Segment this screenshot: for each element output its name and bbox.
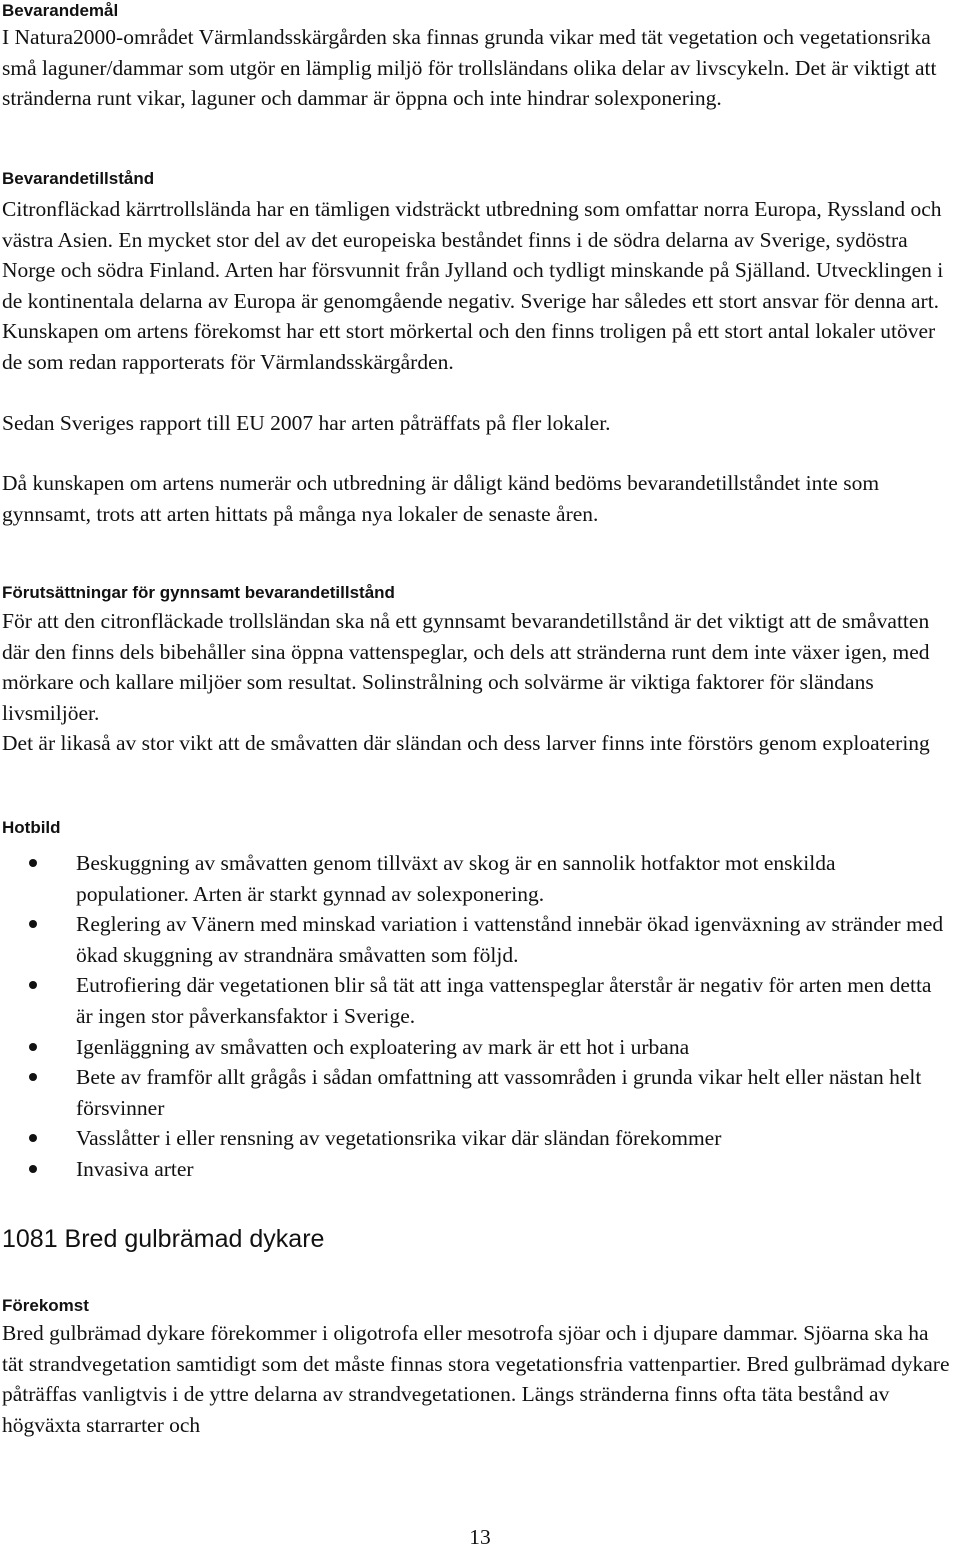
section-species — [2, 1224, 952, 1254]
bullet-icon — [29, 859, 37, 867]
bullet-icon — [29, 920, 37, 928]
heading-bevarandetillstand: Bevarandetillstånd — [2, 169, 155, 188]
list-item-text: Igenläggning av småvatten och exploatering av mark är ett hot i urbana — [76, 1034, 690, 1059]
section-bevarandetillstand — [2, 168, 952, 529]
heading-forutsattningar: Förutsättningar för gynnsamt bevarandetillstånd — [2, 583, 395, 602]
list-item — [2, 909, 952, 970]
text-bevarandetillstand-3: Sedan Sveriges rapport till EU 2007 har arten påträffats på fler lokaler. — [2, 410, 611, 435]
list-item — [2, 970, 952, 1031]
bullet-icon — [29, 981, 37, 989]
text-forutsattningar-2: Det är likaså av stor vikt att de småvatten där sländan och dess larver finns inte förstörs genom exploatering — [2, 731, 930, 756]
section-forekomst — [2, 1295, 952, 1440]
list-item-text: Eutrofiering där vegetationen blir så tät att inga vattenspeglar återstår är negativ för arten men detta är ingen stor påverkansfaktor i Sverige. — [76, 973, 932, 1028]
text-bevarandetillstand-4: Då kunskapen om artens numerär och utbredning är dåligt känd bedöms bevarandetillståndet inte som gynnsamt, trots att arten hittats på många nya lokaler de senaste åren. — [2, 471, 880, 526]
list-item — [2, 1154, 952, 1185]
section-bevarandemal — [2, 0, 952, 114]
species-title: 1081 Bred gulbrämad dykare — [2, 1225, 325, 1253]
list-item-text: Beskuggning av småvatten genom tillväxt av skog är en sannolik hotfaktor mot enskilda populationer. Arten är starkt gynnad av solexponering. — [76, 851, 836, 906]
heading-forekomst: Förekomst — [2, 1296, 89, 1315]
section-hotbild — [2, 817, 952, 1185]
bullet-icon — [29, 1073, 37, 1081]
list-item — [2, 1123, 952, 1154]
text-forekomst: Bred gulbrämad dykare förekommer i oligotrofa eller mesotrofa sjöar och i djupare dammar. Sjöarna ska ha tät strandvegetation samtidigt som det måste finnas stora vegetationsfria vattenpartier. Bred gulbrämad dykare påträffas vanligtvis i de yttre delarna av strandvegetationen. Längs stränderna finns ofta täta bestånd av högväxta starrarter och — [2, 1321, 950, 1437]
text-bevarandetillstand-2: Kunskapen om artens förekomst har ett stort mörkertal och den finns troligen på ett stort antal lokaler utöver de som redan rapporterats för Värmlandsskärgården. — [2, 319, 936, 374]
list-item — [2, 848, 952, 909]
list-item-text: Vasslåtter i eller rensning av vegetationsrika vikar där sländan förekommer — [76, 1126, 722, 1151]
page-number: 13 — [469, 1525, 491, 1549]
bullet-icon — [29, 1134, 37, 1142]
list-item — [2, 1062, 952, 1123]
list-item — [2, 1032, 952, 1063]
list-item-text: Reglering av Vänern med minskad variation i vattenstånd innebär ökad igenväxning av stränder med ökad skuggning av strandnära småvatten som följd. — [76, 912, 944, 967]
bullet-icon — [29, 1165, 37, 1173]
bullet-icon — [29, 1043, 37, 1051]
text-forutsattningar-1: För att den citronfläckade trollsländan ska nå ett gynnsamt bevarandetillstånd är det viktigt att de småvatten där den finns dels bibehåller sina öppna vattenspeglar, och dels att stränderna runt dem inte växer igen, med mörkare och kallare miljöer som resultat. Solinstrålning och solvärme är viktiga faktorer för sländans livsmiljöer. — [2, 609, 930, 725]
hotbild-list — [2, 848, 952, 1185]
text-bevarandemal: I Natura2000-området Värmlandsskärgården ska finnas grunda vikar med tät vegetation och vegetationsrika små laguner/dammar som utgör en lämplig miljö för trollsländans olika delar av livscykeln. Det är viktigt att stränderna runt vikar, laguner och dammar är öppna och inte hindrar solexponering. — [2, 25, 937, 111]
heading-hotbild: Hotbild — [2, 818, 61, 837]
list-item-text: Bete av framför allt grågås i sådan omfattning att vassområden i grunda vikar helt eller nästan helt försvinner — [76, 1065, 922, 1120]
list-item-text: Invasiva arter — [76, 1156, 194, 1181]
section-forutsattningar — [2, 582, 952, 759]
heading-bevarandemal: Bevarandemål — [2, 1, 119, 20]
text-bevarandetillstand-1: Citronfläckad kärrtrollslända har en tämligen vidsträckt utbredning som omfattar norra Europa, Ryssland och västra Asien. En mycket stor del av det europeiska beståndet finns i de södra delarna av Sverige, sydöstra Norge och södra Finland. Arten har försvunnit från Jylland och tydligt minskande på Själland. Utvecklingen i de kontinentala delarna av Europa är genomgående negativ. Sverige har således ett stort ansvar för denna art. — [2, 197, 944, 313]
